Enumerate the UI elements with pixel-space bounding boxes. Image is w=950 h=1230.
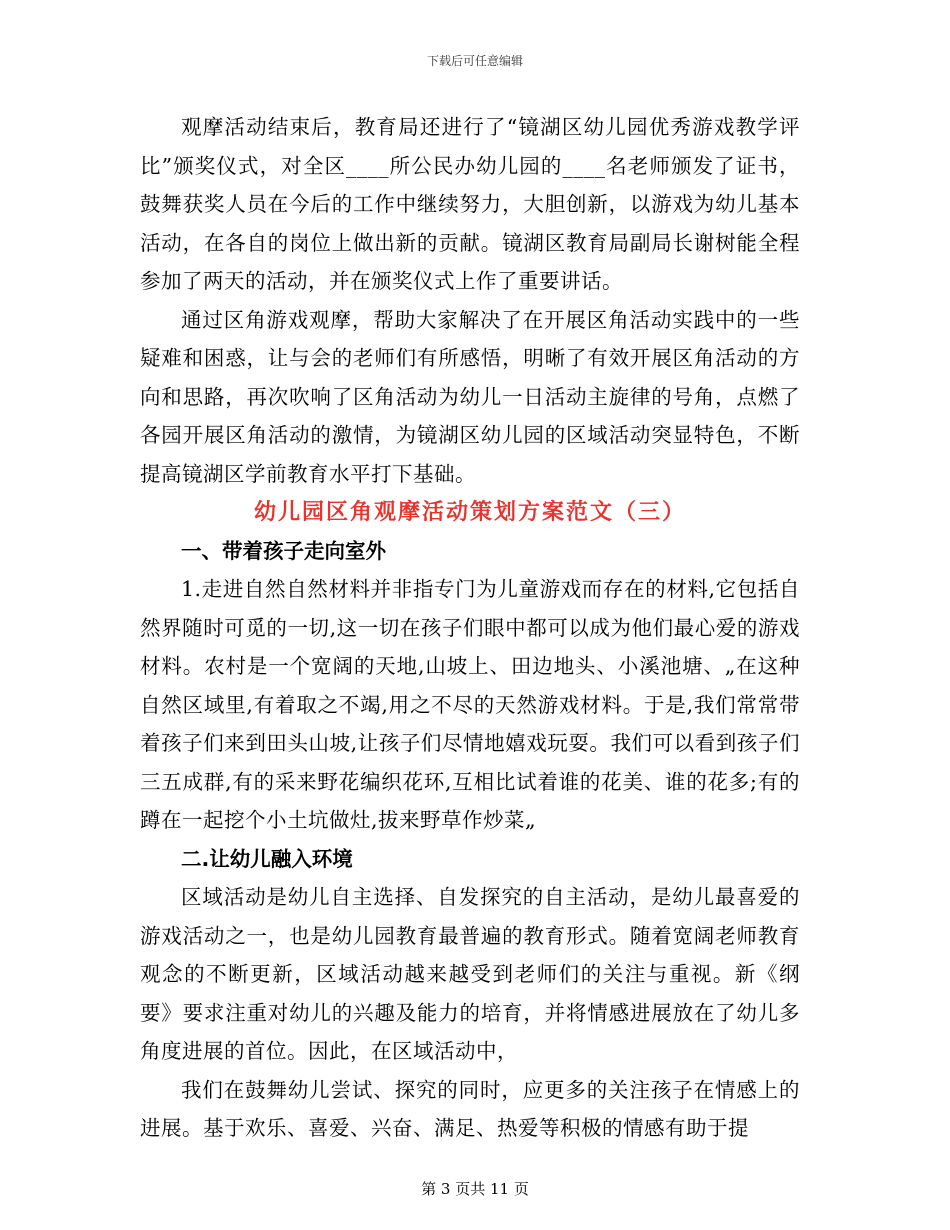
paragraph-nature-materials: 1.走进自然自然材料并非指专门为儿童游戏而存在的材料,它包括自然界随时可觅的一切,这一切在孩子们眼中都可以成为他们最心爱的游戏材料。农村是一个宽阔的天地,山坡上、田边地头、小溪池塘、„在这种自然区域里,有着取之不竭,用之不尽的天然游戏材料。于是,我们常常带着孩子们来到田头山坡,让孩子们尽情地嬉戏玩耍。我们可以看到孩子们三五成群,有的采来野花编织花环,互相比试着谁的花美、谁的花多;有的蹲在一起挖个小土坑做灶,拔来野草作炒菜„ bbox=[140, 577, 800, 832]
section-title: 幼儿园区角观摩活动策划方案范文（三） bbox=[253, 499, 686, 525]
page-header: 下载后可任意编辑 bbox=[426, 54, 523, 68]
document-body bbox=[140, 108, 800, 1148]
paragraph-observation-summary: 通过区角游戏观摩，帮助大家解决了在开展区角活动实践中的一些疑难和困惑，让与会的老师们有所感悟，明晰了有效开展区角活动的方向和思路，再次吹响了区角活动为幼儿一日活动主旋律的号角，点燃了各园开展区角活动的激情，为镜湖区幼儿园的区域活动突显特色，不断提高镜湖区学前教育水平打下基础。 bbox=[140, 307, 800, 486]
heading-environment: 二.让幼儿融入环境 bbox=[181, 846, 353, 871]
paragraph-emotional-development: 我们在鼓舞幼儿尝试、探究的同时，应更多的关注孩子在情感上的进展。基于欢乐、喜爱、兴奋、满足、热爱等积极的情感有助于提 bbox=[140, 1077, 800, 1140]
paragraph-regional-activities: 区域活动是幼儿自主选择、自发探究的自主活动，是幼儿最喜爱的游戏活动之一，也是幼儿园教育最普遍的教育形式。随着宽阔老师教育观念的不断更新，区域活动越来越受到老师们的关注与重视。新《纲要》要求注重对幼儿的兴趣及能力的培育，并将情感进展放在了幼儿多角度进展的首位。因此，在区域活动中， bbox=[140, 885, 800, 1063]
page-footer: 第 3 页共 11 页 bbox=[421, 1180, 529, 1198]
heading-outdoors: 一、带着孩子走向室外 bbox=[181, 538, 386, 563]
paragraph-award-ceremony: 观摩活动结束后，教育局还进行了“镜湖区幼儿园优秀游戏教学评比”颁奖仪式，对全区____所公民办幼儿园的____名老师颁发了证书，鼓舞获奖人员在今后的工作中继续努力，大胆创新，以游戏为幼儿基本活动，在各自的岗位上做出新的贡献。镜湖区教育局副局长谢树能全程参加了两天的活动，并在颁奖仪式上作了重要讲话。 bbox=[140, 115, 800, 293]
